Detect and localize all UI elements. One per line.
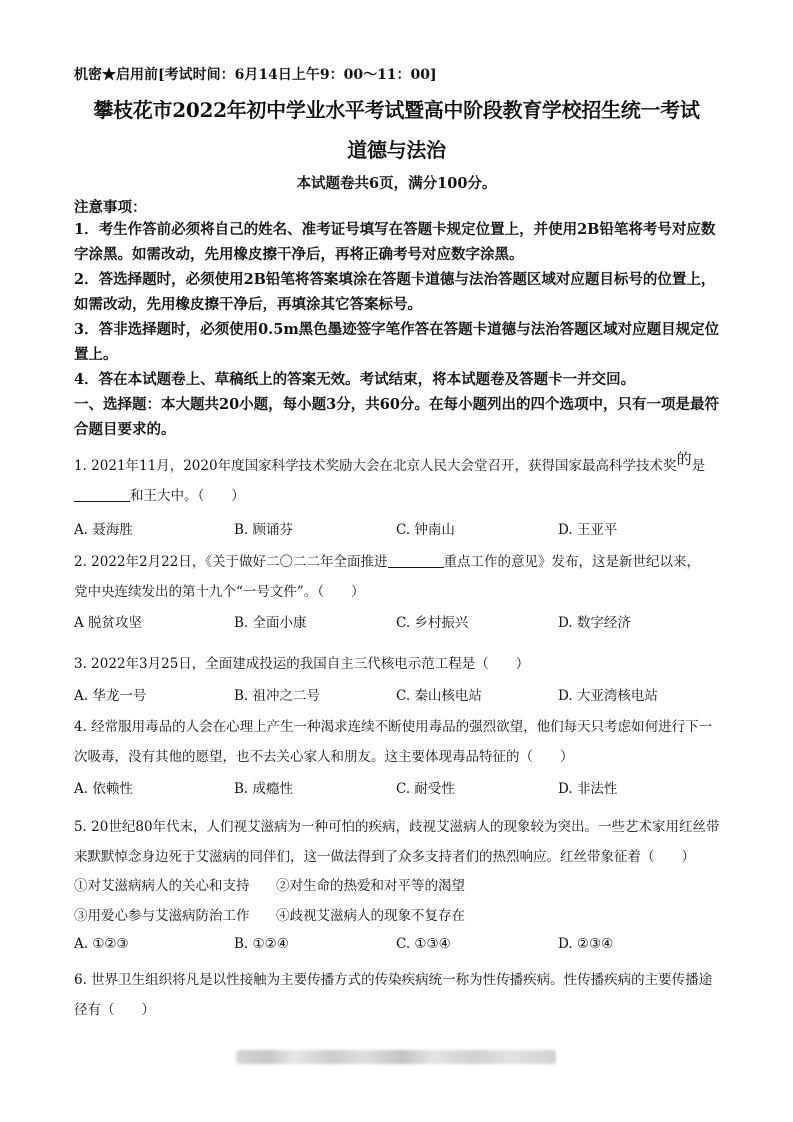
- question-1-superscript: 的: [676, 450, 692, 468]
- option-b: B. ①②④: [234, 936, 289, 952]
- option-b: B. 顾诵芬: [234, 522, 294, 538]
- question-1-text: 1. 2021年11月，2020年度国家科学技术奖励大会在北京人民大会堂召开，获得国家最高科学技术奖: [74, 458, 677, 474]
- option-c: C. 乡村振兴: [396, 615, 469, 631]
- statement-1: ①对艾滋病病人的关心和支持: [74, 878, 250, 894]
- answer-blank: [388, 553, 444, 568]
- option-a: A 脱贫攻坚: [74, 615, 143, 631]
- question-3-options: [74, 684, 724, 710]
- question-1-line2: 和王大中。（ ）: [130, 488, 245, 504]
- question-5: 5. 20世纪80年代末，人们视艾滋病为一种可怕的疾病，歧视艾滋病人的现象较为突出。一些艺术家用红丝带来默默悼念身边死于艾滋病的同伴们，这一做法得到了众多支持者们的热烈响应。红丝带象征着（ ）: [74, 819, 720, 865]
- question-4-options: [74, 777, 724, 803]
- exam-title: 攀枝花市2022年初中学业水平考试暨高中阶段教育学校招生统一考试: [93, 98, 700, 122]
- option-a: A. 聂海胜: [74, 522, 133, 538]
- option-a: A. ①②③: [74, 936, 129, 952]
- option-b: B. 祖冲之二号: [234, 688, 321, 704]
- option-b: B. 全面小康: [234, 615, 307, 631]
- question-6: 6. 世界卫生组织将凡是以性接触为主要传播方式的传染疾病统一称为性传播疾病。性传播疾病的主要传播途径有（ ）: [74, 972, 713, 1018]
- question-1: [74, 450, 724, 511]
- option-d: D. 王亚平: [558, 522, 618, 538]
- option-d: D. ②③④: [558, 936, 614, 952]
- answer-blank: [74, 487, 130, 502]
- option-c: C. 耐受性: [396, 781, 455, 797]
- question-1-text-end: 是: [691, 458, 706, 474]
- option-b: B. 成瘾性: [234, 781, 294, 797]
- statement-4: ④歧视艾滋病人的现象不复存在: [276, 908, 465, 924]
- statement-2: ②对生命的热爱和对平等的渴望: [276, 878, 465, 894]
- option-c: C. 秦山核电站: [396, 688, 482, 704]
- question-1-options: [74, 518, 724, 544]
- question-5-options: [74, 936, 724, 962]
- option-c: C. ①③④: [396, 936, 451, 952]
- notice-item-3: 3．答非选择题时，必须使用0.5m黑色墨迹签字笔作答在答题卡道德与法治答题区域对应题目规定位置上。: [74, 321, 720, 363]
- question-2-options: [74, 611, 724, 637]
- option-d: D. 大亚湾核电站: [558, 688, 658, 704]
- paper-info: 本试题卷共6页，满分100分。: [296, 175, 497, 192]
- notice-heading: 注意事项：: [74, 199, 147, 216]
- notice-item-4: 4．答在本试题卷上、草稿纸上的答案无效。考试结束，将本试题卷及答题卡一并交回。: [74, 371, 636, 388]
- section-heading: 一、选择题：本大题共20小题，每小题3分，共60分。在每小题列出的四个选项中，只有一项是最符合题目要求的。: [74, 396, 719, 438]
- option-d: D. 非法性: [558, 781, 618, 797]
- confidential-line: 机密★启用前[考试时间：6月14日上午9：00～11：00]: [74, 67, 437, 83]
- question-2-text-cont: 重点工作的意见》发布，这是新世纪以来，: [443, 554, 701, 570]
- notice-item-2: 2．答选择题时，必须使用2B铅笔将答案填涂在答题卡道德与法治答题区域对应题目标号的位置上，如需改动，先用橡皮擦干净后，再填涂其它答案标号。: [74, 271, 716, 313]
- question-2-line2: 党中央连续发出的第十九个“一号文件”。（ ）: [74, 584, 365, 600]
- question-4: 4. 经常服用毒品的人会在心理上产生一种渴求连续不断使用毒品的强烈欲望，他们每天只考虑如何进行下一次吸毒，没有其他的愿望，也不去关心家人和朋友。这主要体现毒品特征的（ ）: [74, 719, 713, 765]
- option-a: A. 华龙一号: [74, 688, 147, 704]
- question-2-text: 2. 2022年2月22日，《关于做好二〇二二年全面推进: [74, 554, 388, 570]
- question-3: 3. 2022年3月25日，全面建成投运的我国自主三代核电示范工程是（ ）: [74, 656, 530, 672]
- option-a: A. 依赖性: [74, 781, 133, 797]
- option-c: C. 钟南山: [396, 522, 455, 538]
- notice-item-1: 1．考生作答前必须将自己的姓名、准考证号填写在答题卡规定位置上，并使用2B铅笔将考号对应数字涂黑。如需改动，先用橡皮擦干净后，再将正确考号对应数字涂黑。: [74, 221, 716, 263]
- option-d: D. 数字经济: [558, 615, 631, 631]
- question-2: [74, 547, 724, 607]
- statement-3: ③用爱心参与艾滋病防治工作: [74, 908, 250, 924]
- blurred-footer-watermark: [236, 1050, 556, 1064]
- subject-title: 道德与法治: [347, 138, 446, 162]
